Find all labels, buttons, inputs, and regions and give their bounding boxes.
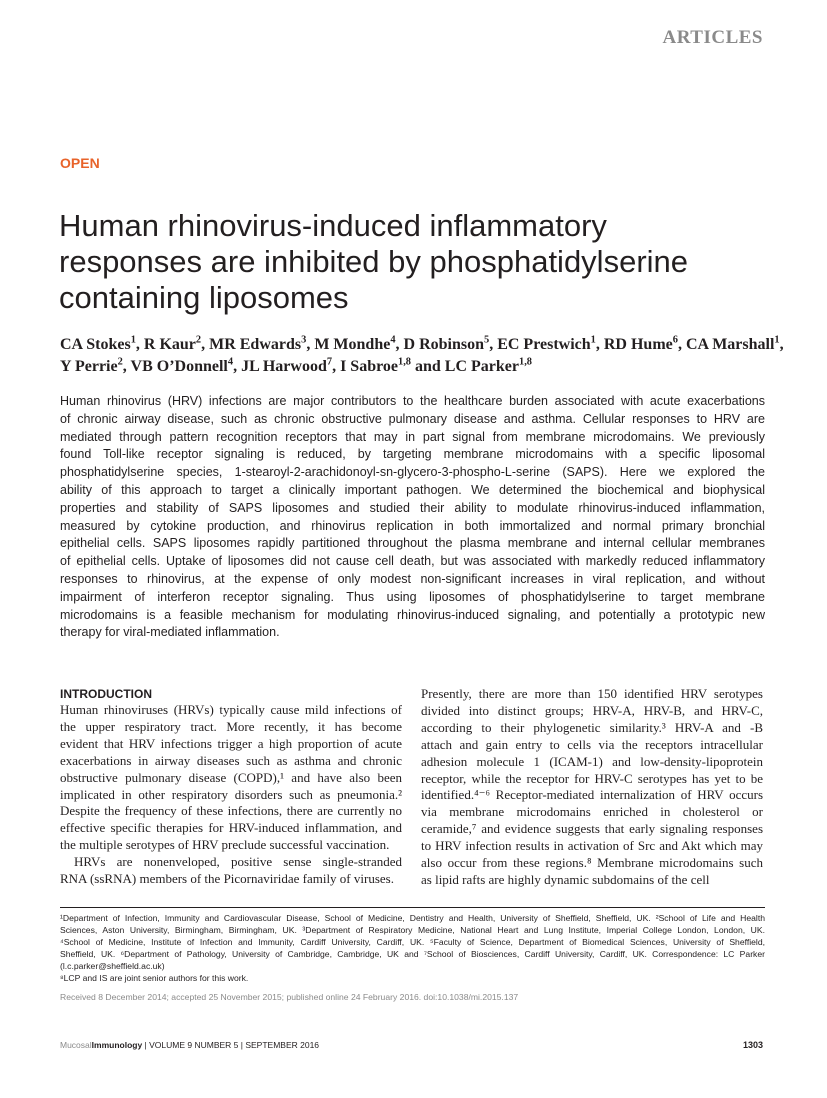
author-affiliation: 4 [390,334,396,346]
title-line: Human rhinovirus-induced inflammatory [59,208,607,243]
body-text-line: via membrane microdomains enriched in cholesterol or [421,804,763,820]
footnote-line: Sheffield, UK. ⁶Department of Pathology, University of Cambridge, Cambridge, UK and ⁷School of Biosciences, Cardiff University, Cardiff, UK. Correspondence: LC Parker [60,949,765,959]
footnote-line: Sciences, Aston University, Birmingham, Birmingham, UK. ³Department of Respiratory Medicine, National Heart and Lung Institute, Imperial College London, London, UK. [60,925,765,935]
body-text-line: the upper respiratory tract. More recently, it has become [60,718,402,734]
abstract-line: found Toll-like receptor signaling is reduced, by targeting membrane microdomains with a specific liposomal [60,447,765,462]
issue-info: | VOLUME 9 NUMBER 5 | SEPTEMBER 2016 [142,1040,320,1050]
body-text-line: identified.⁴⁻⁶ Receptor-mediated internalization of HRV occurs [421,787,763,803]
abstract-line: of chronic airway disease, such as chronic obstructive pulmonary disease and asthma. Cellular responses to HRV are [60,411,765,426]
abstract-line: Human rhinovirus (HRV) infections are major contributors to the healthcare burden associated with acute exacerbations [60,394,765,408]
affiliations-footnotes [60,912,765,984]
journal-name-part: Immunology [91,1040,143,1050]
footnote-line: ¹Department of Infection, Immunity and Cardiovascular Disease, School of Medicine, Dentistry and Health, University of Sheffield, Sheffield, UK. ²School of Life and Health [60,913,765,923]
publication-history: Received 8 December 2014; accepted 25 November 2015; published online 24 February 2016. doi:10.1038/mi.2015.137 [60,992,519,1002]
body-text-line: HRVs are nonenveloped, positive sense single-stranded [74,854,402,870]
body-text-line: Presently, there are more than 150 identified HRV serotypes [421,686,763,701]
author-affiliation: 5 [484,334,490,346]
abstract [60,393,765,642]
author-affiliation: 7 [326,356,333,368]
body-text-line: according to their phylogenetic similarity.³ HRV-A and -B [421,719,763,735]
abstract-line: therapy for viral-mediated inflammation. [60,625,280,640]
abstract-line: microdomains is a feasible mechanism for modulating rhinovirus-induced signaling, and potentially a prototypic new [60,607,765,622]
author-name: RD Hume [603,336,673,353]
body-text-line: evident that HRV infections trigger a high proportion of acute [60,735,402,751]
body-text-line: receptor, while the receptor for HRV-C serotypes has yet to be [421,770,763,786]
author-name: JL Harwood [241,358,327,375]
body-text-line: Human rhinoviruses (HRVs) typically cause mild infections of [60,702,402,717]
body-text-line: the multiple serotypes of HRV preclude successful vaccination. [60,837,390,853]
page-number: 1303 [742,1040,763,1050]
body-column-right [421,686,763,889]
body-text-line: implicated in other respiratory disorders such as pneumonia.² [60,786,402,802]
author-name: LC Parker [444,358,519,375]
author-affiliation: 2 [117,356,123,368]
author-name: D Robinson [403,336,484,353]
author-name: M Mondhe [314,336,391,353]
article-title [59,208,759,316]
author-affiliation: 1,8 [398,356,411,368]
author-name: VB O’Donnell [130,358,228,375]
author-list [60,334,784,378]
abstract-line: epithelial cells. SAPS liposomes rapidly partitioned throughout the plasma membrane and internal cellular membranes [60,536,765,551]
section-heading-introduction: INTRODUCTION [60,687,152,701]
body-text-line: adhesion molecule 1 (ICAM-1) and low-density-lipoprotein [421,753,763,769]
body-text-line: exacerbations in airway diseases such as asthma and chronic [60,752,402,768]
author-name: CA Marshall [685,336,775,353]
author-name: CA Stokes [60,336,131,353]
author-name: R Kaur [143,336,196,353]
author-name: Y Perrie [60,358,118,375]
abstract-line: impairment of interferon receptor signaling. Thus using liposomes of phosphatidylserine to target membrane [60,589,765,604]
abstract-line: responses to rhinovirus, at the expense of only modest non-significant increases in viral replication, and without [60,571,765,586]
footnote-line: (l.c.parker@sheffield.ac.uk) [60,961,165,971]
open-access-badge: OPEN [60,155,100,171]
title-line: responses are inhibited by phosphatidylserine [59,244,689,279]
author-affiliation: 3 [301,334,307,346]
abstract-line: properties and stability of SAPS liposomes and studied their ability to modulate rhinovirus-induced inflammation, [60,500,765,515]
footnote-line: ⁸LCP and IS are joint senior authors for this work. [60,973,249,983]
author-affiliation: 1 [130,334,136,346]
body-text-line: ceramide,⁷ and evidence suggests that early signaling responses [421,821,763,837]
body-text-line: to HRV infection results in activation of Src and Akt which may [421,838,763,854]
body-text-line: Despite the frequency of these infections, there are currently no [60,803,402,819]
body-text-line: obstructive pulmonary disease (COPD),¹ and have also been [60,769,402,785]
abstract-line: measured by cytokine production, and rhinovirus replication in both immortalized and normal primary bronchial [60,518,765,533]
journal-footer [60,1040,319,1050]
author-affiliation: 1,8 [519,356,532,368]
author-affiliation: 2 [195,334,202,346]
abstract-line: phosphatidylserine species, 1-stearoyl-2-arachidonoyl-sn-glycero-3-phospho-L-serine (SAPS). Here we explored the [60,465,765,480]
section-label: ARTICLES [662,27,763,48]
author-affiliation: 4 [227,356,234,368]
author-name: EC Prestwich [497,336,591,353]
body-text-line: RNA (ssRNA) members of the Picornaviridae family of viruses. [60,871,394,887]
author-conjunction: and [415,358,441,375]
author-line-1: CA Stokes$^1$, R Kaur$^2$, MR Edwards$^3$, M Mondhe$^4$, D Robinson$^5$, EC Prestwich$^1$, RD Hume$^6$, CA Marshall$^1$, [60,334,784,353]
author-affiliation: 1 [590,334,596,346]
body-text-line: attach and gain entry to cells via the receptors intracellular [421,736,763,752]
author-name: I Sabroe [340,358,398,375]
footnote-divider [60,907,765,908]
abstract-line: of epithelial cells. Uptake of liposomes did not cause cell death, but was associated with markedly reduced inflammatory [60,554,765,569]
body-text-line: as lipid rafts are highly dynamic subdomains of the cell [421,871,710,887]
footnote-line: ⁴School of Medicine, Institute of Infection and Immunity, Cardiff University, Cardiff, UK. ⁵Faculty of Science, Department of Biomedical Sciences, University of Sheffield, [60,937,765,947]
body-text-line: effective specific therapies for HRV-induced inflammation, and [60,820,402,836]
abstract-line: ability of this approach to target a clinically important pathogen. We determined the biochemical and biophysical [60,482,765,497]
body-column-left [60,686,402,888]
author-affiliation: 6 [672,334,678,346]
abstract-line: mediated through pattern recognition receptors that may in part signal from membrane microdomains. We previously [60,429,765,444]
author-affiliation: 1 [774,334,780,346]
body-text-line: also occur from these regions.⁸ Membrane microdomains such [421,855,763,871]
author-line-2: Y Perrie$^2$, VB O’Donnell$^4$, JL Harwood$^7$, I Sabroe$^{1,8}$ and LC Parker$^{1,8}$ [60,356,532,375]
author-name: MR Edwards [209,336,302,353]
body-text-line: divided into distinct groups; HRV-A, HRV-B, and HRV-C, [421,702,763,718]
title-line: containing liposomes [59,280,349,315]
journal-name-part: Mucosal [60,1040,92,1050]
